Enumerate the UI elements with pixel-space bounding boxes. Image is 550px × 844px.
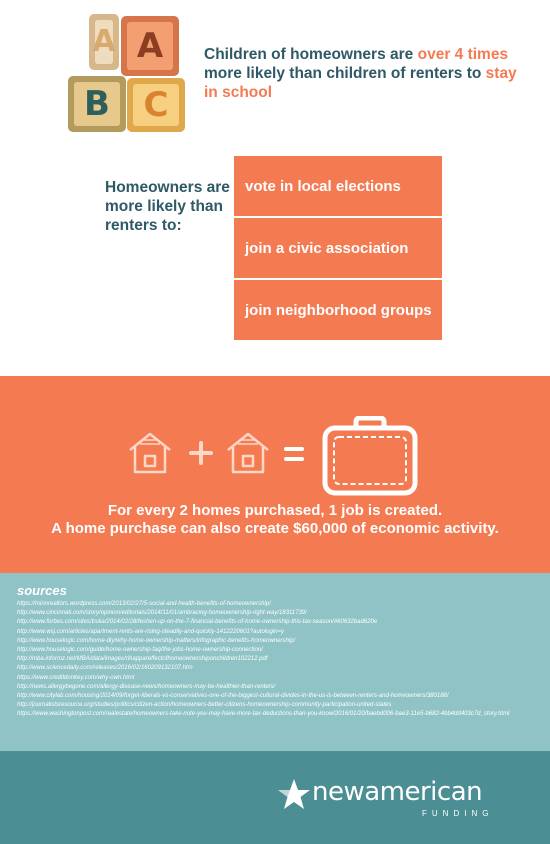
abc-blocks-illustration	[66, 14, 186, 132]
homeowners-heading: Homeowners are more likely than renters to:	[105, 179, 230, 234]
new-american-funding-logo[interactable]	[276, 775, 526, 825]
equals-icon	[284, 446, 304, 462]
source-link[interactable]: https://www.washingtonpost.com/realestate/homeowners-take-note-you-may-have-more-tax-deductions-than-you-know/2016/01/20/baebd006-bae3-11e5-b682-4bb4dd403c7d_story.html	[17, 711, 510, 718]
jobs-equation	[120, 416, 440, 496]
school-statistic	[204, 45, 524, 102]
top-section	[0, 0, 550, 376]
plus-icon	[188, 440, 214, 466]
block-letter: B	[84, 84, 110, 124]
jobs-statement: For every 2 homes purchased, 1 job is created.	[107, 502, 443, 519]
jobs-section	[0, 376, 550, 573]
source-link[interactable]: http://news.allergybegone.com/allergy-disease-news/homeowners-may-be-healthier-than-renters/	[17, 683, 276, 690]
sources-title: sources	[17, 583, 67, 598]
source-link[interactable]: http://www.citylab.com/housing/2014/09/forget-liberals-vs-conservatives-one-of-the-biggest-cultural-divides-in-the-us-is-between-renters-and-homeowners/380188/	[17, 693, 449, 700]
stat-text: more likely than children of renters to	[204, 65, 486, 82]
source-link[interactable]: http://www.houselogic.com/guide/home-ownership-faq/the-jobs-home-ownership-connection/	[17, 647, 263, 654]
economic-activity-statement: A home purchase can also create $60,000 of economic activity.	[51, 520, 499, 537]
block-a-back	[89, 14, 119, 70]
block-letter: A	[136, 26, 164, 66]
source-link[interactable]: https://www.creditdonkey.com/why-own.html	[17, 674, 135, 681]
source-link[interactable]: http://www.forbes.com/sites/trulia/2014/02/28/feshen-up-on-the-7-financial-benefits-of-home-ownership-this-tax-season/#60632bad620e	[17, 619, 378, 626]
source-link[interactable]: http://www.sciencedaily.com/releases/2016/02/160209132107.htm	[17, 665, 193, 672]
stat-highlight: over 4 times	[417, 46, 509, 63]
block-letter: A	[92, 24, 116, 59]
logo-subtitle: FUNDING	[422, 809, 494, 818]
stat-highlight: stay in school	[204, 65, 517, 101]
source-link[interactable]: http://www.wsj.com/articles/apartment-rents-are-rising-steadily-and-quickly-1412220601?autologin=y	[17, 628, 284, 635]
source-link[interactable]: http://mba.informz.net/MBA/data/images/rihappareffectofhomeownershiponchildren102212.pdf	[17, 656, 268, 663]
block-b	[68, 76, 126, 132]
sources-section	[0, 573, 550, 751]
source-link[interactable]: https://minnrealtors.wordpress.com/2013/02/27/5-social-and-health-benefits-of-homeownership/	[17, 601, 271, 607]
house-icon	[126, 428, 174, 476]
footer	[0, 751, 550, 844]
activity-item: vote in local elections	[234, 156, 442, 216]
activity-item: join a civic association	[234, 218, 442, 278]
block-c	[127, 78, 185, 132]
house-icon	[224, 428, 272, 476]
source-link[interactable]: http://www.cincinnati.com/story/opinion/editorials/2014/11/01/ambracing-homeownership-right-way/18311739/	[17, 610, 307, 617]
briefcase-icon	[322, 416, 418, 496]
sources-list	[17, 600, 541, 720]
civic-activity-list	[234, 156, 442, 342]
logo-wordmark: newamerican	[312, 777, 483, 807]
activity-item: join neighborhood groups	[234, 280, 442, 340]
source-link[interactable]: http://journalistsresource.org/studies/politics/citizen-action/homeowners-better-citizens-homeownership-community-participation-united-states	[17, 702, 392, 709]
star-icon	[276, 777, 312, 813]
stat-text: Children of homeowners are	[204, 46, 418, 63]
source-link[interactable]: http://www.houselogic.com/home-diy/why-home-ownership-matters/infographic-benefits-homeownership/	[17, 637, 296, 644]
block-letter: C	[143, 85, 169, 125]
block-a	[121, 16, 179, 76]
